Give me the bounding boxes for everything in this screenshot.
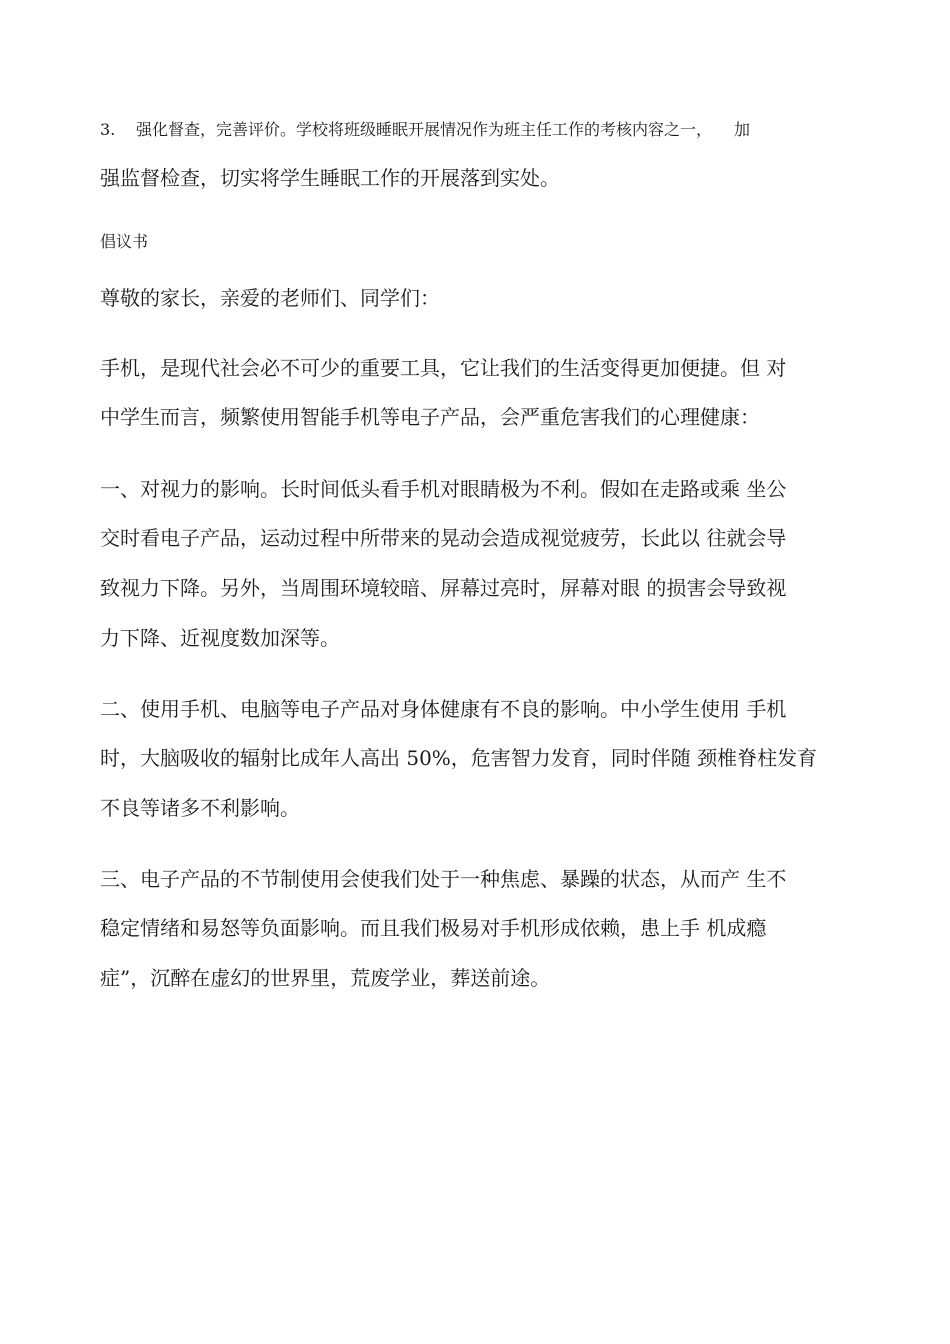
point1-line-1: 一、对视力的影响。长时间低头看手机对眼睛极为不利。假如在走路或乘 坐公: [100, 477, 787, 501]
point1-line-3: 致视力下降。另外，当周围环境较暗、屏幕过亮时，屏幕对眼 的损害会导致视: [100, 576, 787, 600]
point3-line-2: 稳定情绪和易怒等负面影响。而且我们极易对手机形成依赖，患上手 机成瘾: [100, 916, 767, 940]
point3-line-1: 三、电子产品的不节制使用会使我们处于一种焦虑、暴躁的状态，从而产 生不: [100, 867, 787, 891]
point2-line-1: 二、使用手机、电脑等电子产品对身体健康有不良的影响。中小学生使用 手机: [100, 697, 787, 721]
intro-line-2: 中学生而言，频繁使用智能手机等电子产品，会严重危害我们的心理健康：: [100, 405, 760, 429]
item3-line-1: [100, 118, 750, 142]
point3-line-3: 症”，沉醉在虚幻的世界里，荒废学业，葬送前途。: [100, 966, 551, 990]
item3-number: 3.: [100, 120, 116, 139]
intro-line-1: 手机，是现代社会必不可少的重要工具，它让我们的生活变得更加便捷。但 对: [100, 356, 787, 380]
item3-line-2: 强监督检查，切实将学生睡眠工作的开展落到实处。: [100, 166, 560, 190]
item3-line-1-tail: 加: [734, 120, 751, 139]
point1-line-2: 交时看电子产品，运动过程中所带来的晃动会造成视觉疲劳，长此以 往就会导: [100, 526, 787, 550]
point1-line-4: 力下降、近视度数加深等。: [100, 626, 340, 650]
item3-line-1-text: 强化督查，完善评价。学校将班级睡眠开展情况作为班主任工作的考核内容之一，: [136, 120, 713, 139]
greeting: 尊敬的家长，亲爱的老师们、同学们：: [100, 286, 440, 310]
document-title: 倡议书: [100, 232, 149, 251]
point2-line-3: 不良等诸多不利影响。: [100, 796, 300, 820]
point2-line-2: 时，大脑吸收的辐射比成年人高出 50%，危害智力发育，同时伴随 颈椎脊柱发育: [100, 746, 818, 770]
